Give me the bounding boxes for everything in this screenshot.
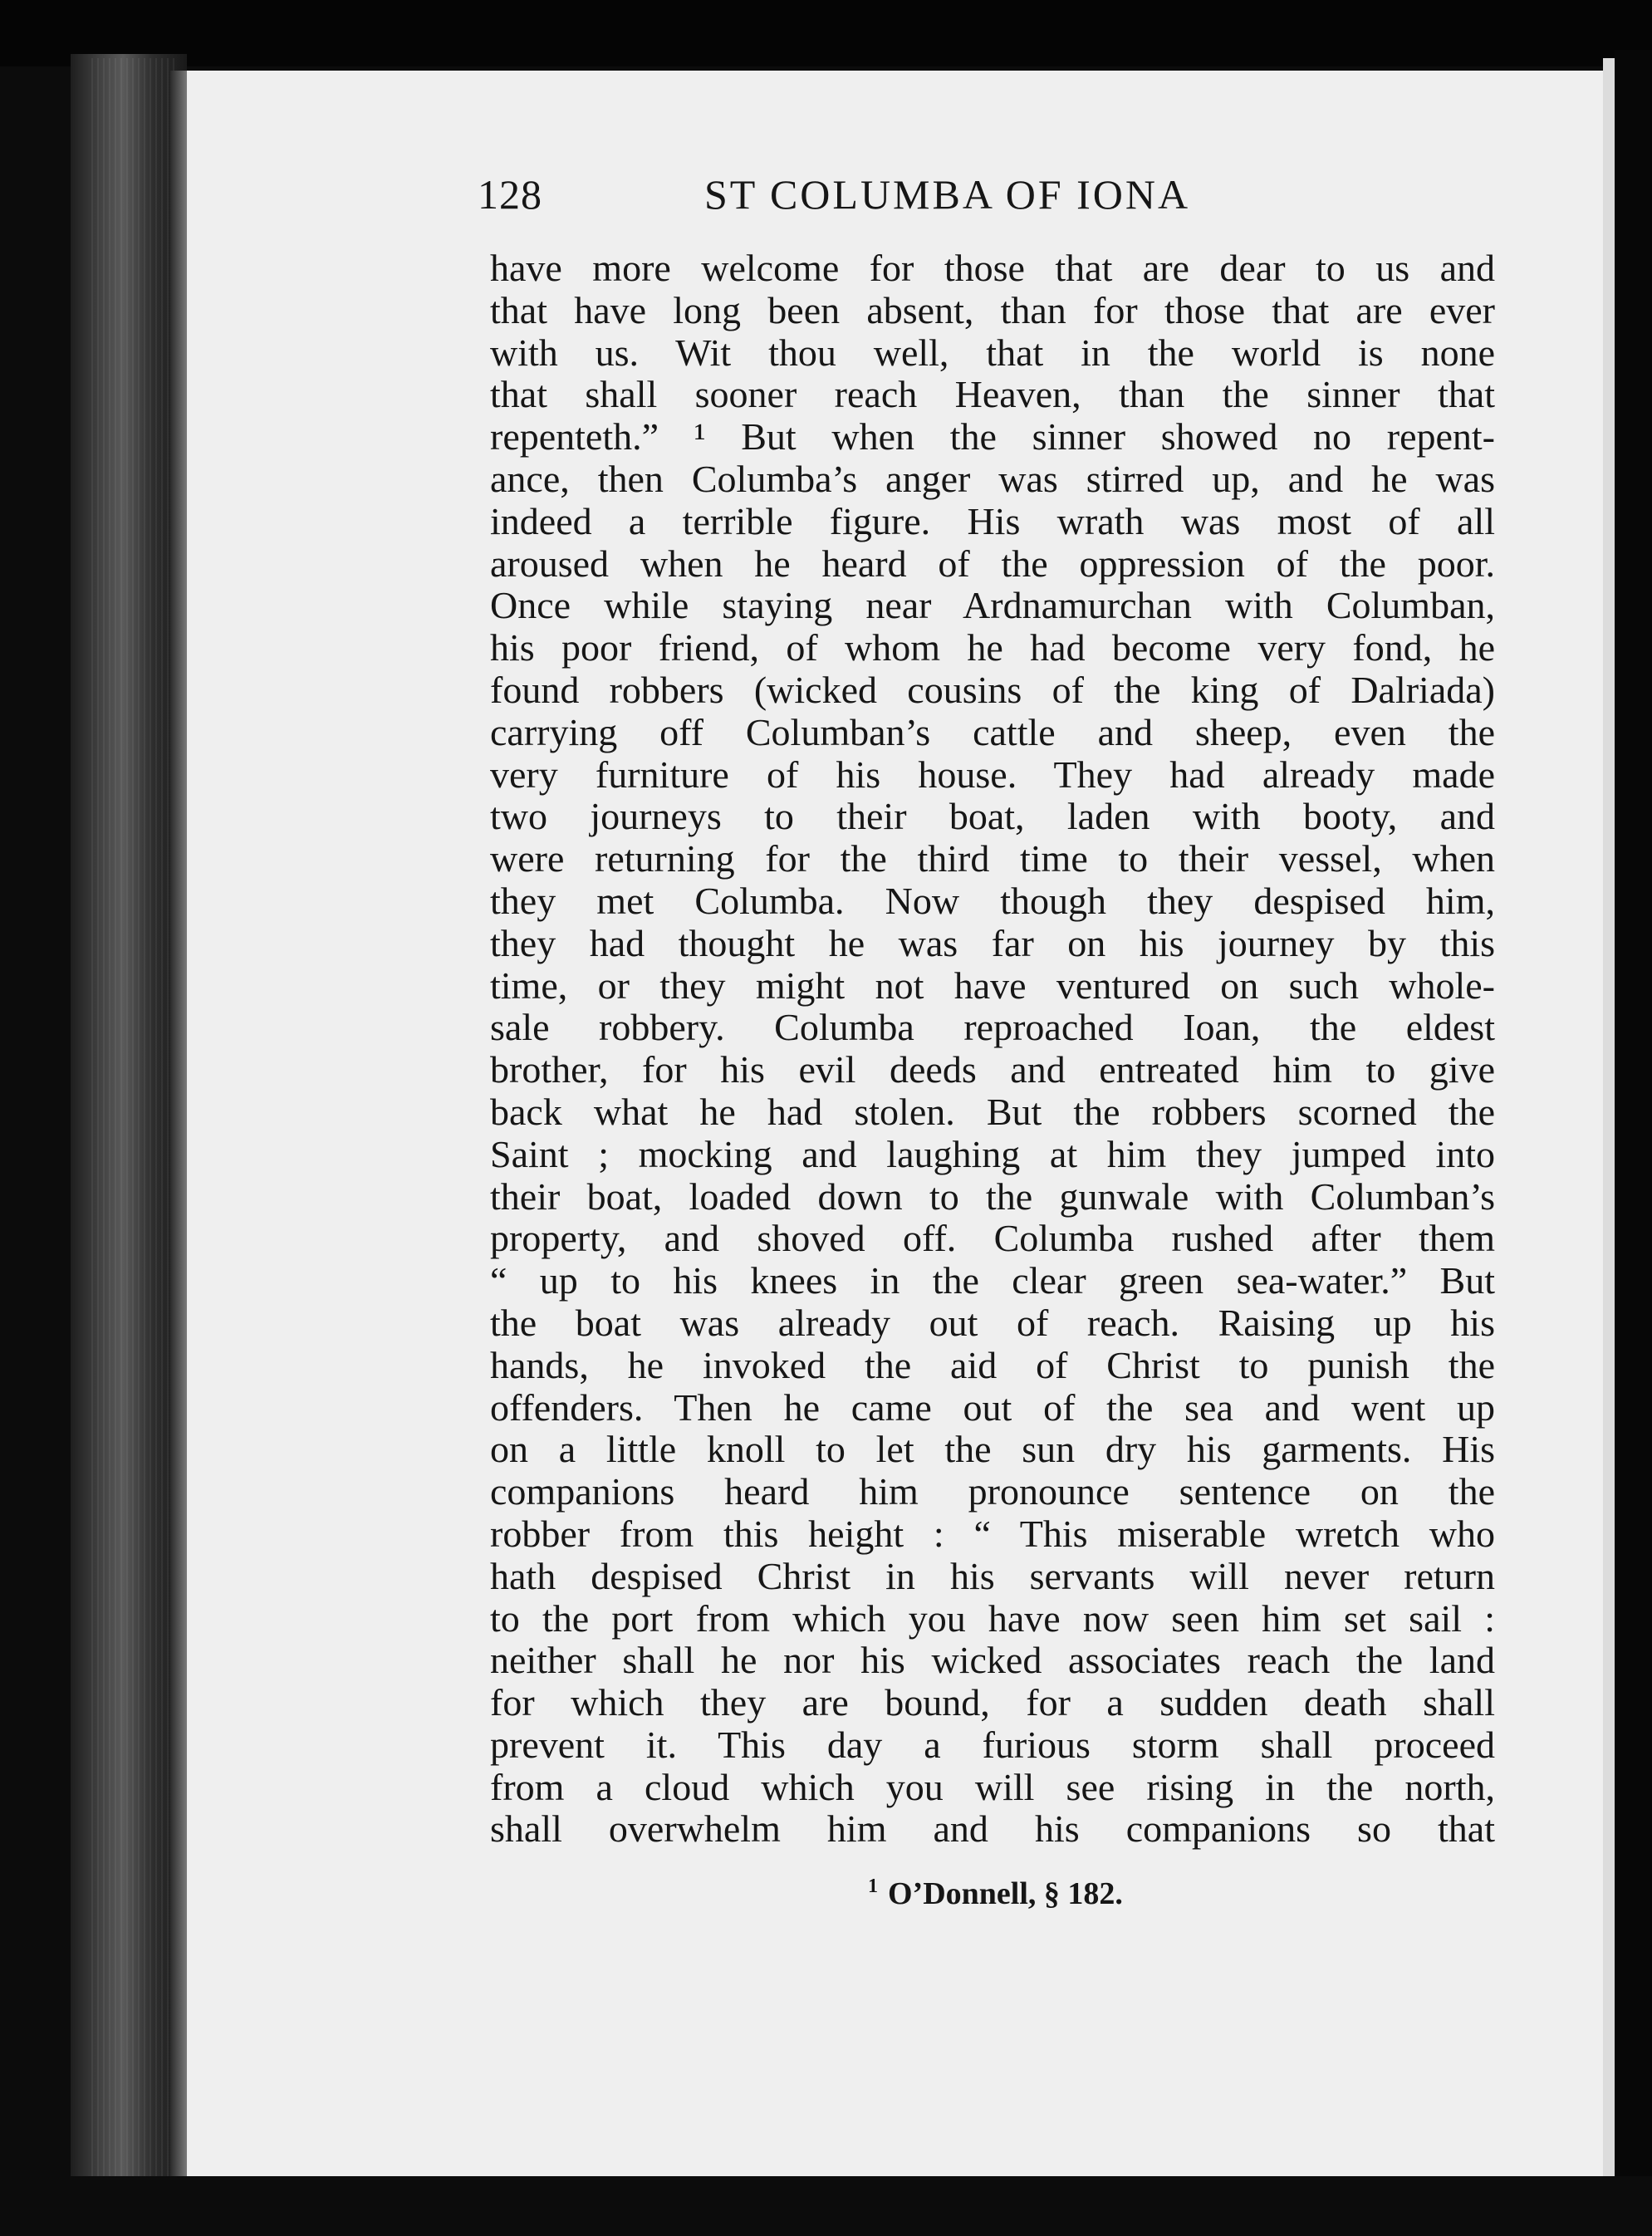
text-line: ance, then Columba’s anger was stirred up, and he was — [490, 457, 1495, 500]
text-line: with us. Wit thou well, that in the world is none — [490, 331, 1495, 374]
text-line: repenteth.” ¹ But when the sinner showed no repent- — [490, 415, 1495, 458]
body-text — [490, 248, 1495, 1851]
text-line: shall overwhelm him and his companions so that — [490, 1807, 1495, 1851]
footnote-marker: 1 — [868, 1876, 878, 1897]
text-line: very furniture of his house. They had already made — [490, 753, 1495, 796]
page-edge-texture — [91, 58, 174, 2176]
text-line: prevent it. This day a furious storm shall proceed — [490, 1723, 1495, 1766]
text-line: offenders. Then he came out of the sea and went up — [490, 1385, 1495, 1429]
text-line: they met Columba. Now though they despised him, — [490, 879, 1495, 922]
text-line: his poor friend, of whom he had become very fond, he — [490, 626, 1495, 669]
text-line: “ up to his knees in the clear green sea-water.” But — [490, 1259, 1495, 1302]
text-line: to the port from which you have now seen him set sail : — [490, 1596, 1495, 1640]
running-title: ST COLUMBA OF IONA — [704, 171, 1191, 218]
text-line: were returning for the third time to their vessel, when — [490, 837, 1495, 880]
text-line: neither shall he nor his wicked associates reach the land — [490, 1639, 1495, 1682]
text-line: sale robbery. Columba reproached Ioan, the eldest — [490, 1006, 1495, 1049]
text-line: have more welcome for those that are dear to us and — [490, 247, 1495, 289]
text-line: property, and shoved off. Columba rushed after them — [490, 1217, 1495, 1260]
text-line: hath despised Christ in his servants will never return — [490, 1554, 1495, 1597]
page-header — [478, 170, 1516, 228]
footnote — [868, 1876, 1123, 1912]
scan-top-border — [0, 0, 1652, 66]
scan-right-border — [1615, 50, 1652, 2236]
page-number: 128 — [478, 171, 542, 218]
text-line: brother, for his evil deeds and entreated him to give — [490, 1048, 1495, 1091]
text-line: Once while staying near Ardnamurchan with Columban, — [490, 584, 1495, 627]
text-line: companions heard him pronounce sentence on the — [490, 1470, 1495, 1513]
text-line: their boat, loaded down to the gunwale with Columban’s — [490, 1174, 1495, 1218]
text-line: for which they are bound, for a sudden death shall — [490, 1681, 1495, 1724]
text-line: indeed a terrible figure. His wrath was most of all — [490, 499, 1495, 542]
text-line: robber from this height : “ This miserable wretch who — [490, 1512, 1495, 1555]
text-line: back what he had stolen. But the robbers scorned the — [490, 1090, 1495, 1133]
page-right-edge — [1603, 58, 1615, 2185]
text-line: aroused when he heard of the oppression of the poor. — [490, 542, 1495, 585]
text-line: on a little knoll to let the sun dry his garments. His — [490, 1428, 1495, 1471]
text-line: from a cloud which you will see rising in the north, — [490, 1765, 1495, 1808]
text-line: time, or they might not have ventured on such whole- — [490, 964, 1495, 1007]
footnote-text: O’Donnell, § 182. — [888, 1876, 1123, 1911]
text-line: that have long been absent, than for those that are ever — [490, 288, 1495, 331]
text-line: the boat was already out of reach. Raising up his — [490, 1301, 1495, 1344]
text-line: Saint ; mocking and laughing at him they jumped into — [490, 1132, 1495, 1175]
text-line: they had thought he was far on his journey by this — [490, 921, 1495, 964]
text-line: two journeys to their boat, laden with booty, and — [490, 795, 1495, 838]
scan-bottom-border — [0, 2176, 1652, 2236]
text-line: found robbers (wicked cousins of the king of Dalriada) — [490, 668, 1495, 711]
text-line: carrying off Columban’s cattle and sheep, even the — [490, 710, 1495, 753]
text-line: that shall sooner reach Heaven, than the sinner that — [490, 373, 1495, 416]
text-line: hands, he invoked the aid of Christ to punish the — [490, 1343, 1495, 1386]
